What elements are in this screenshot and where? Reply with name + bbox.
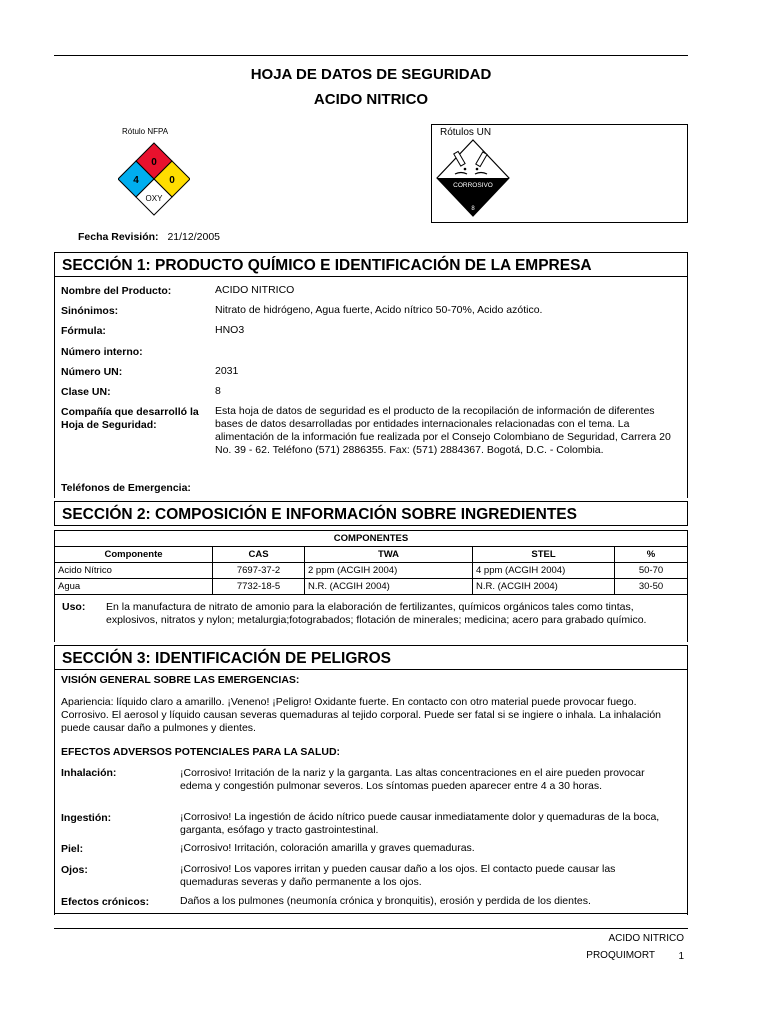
effect-label-skin: Piel:: [61, 843, 84, 855]
section3-title: SECCIÓN 3: IDENTIFICACIÓN DE PELIGROS: [54, 645, 688, 670]
placard-text: CORROSIVO: [453, 182, 493, 189]
section2-title: SECCIÓN 2: COMPOSICIÓN E INFORMACIÓN SOBRE INGREDIENTES: [54, 501, 688, 526]
nfpa-flammability-value: 0: [151, 157, 157, 168]
table-row: [55, 563, 688, 579]
nfpa-special-value: OXY: [145, 194, 163, 203]
effect-label-inhalation: Inhalación:: [61, 767, 117, 779]
section1-left-border: [54, 277, 55, 498]
effect-value-skin: ¡Corrosivo! Irritación, coloración amarilla y graves quemaduras.: [180, 842, 475, 854]
s1-label-formula: Fórmula:: [61, 325, 106, 337]
col-cas: CAS: [213, 547, 305, 563]
cell-percent: 30-50: [615, 579, 688, 595]
uso-label: Uso:: [62, 601, 86, 613]
effect-label-chronic: Efectos crónicos:: [61, 896, 150, 908]
s1-label-company: Compañía que desarrolló la Hoja de Seguridad:: [61, 406, 199, 431]
table-row: [55, 579, 688, 595]
nfpa-health-value: 4: [133, 175, 139, 186]
section3-right-border: [687, 670, 688, 915]
s1-label-un-number: Número UN:: [61, 366, 123, 378]
section3-left-border: [54, 670, 55, 915]
cell-cas: 7697-37-2: [213, 563, 305, 579]
revision-label: Fecha Revisión:: [78, 231, 159, 243]
s1-value-synonyms: Nitrato de hidrógeno, Agua fuerte, Acido nítrico 50-70%, Acido azótico.: [215, 304, 543, 316]
nfpa-reactivity-value: 0: [169, 175, 175, 186]
section3-bottom-rule: [54, 913, 688, 914]
components-table-title: COMPONENTES: [55, 531, 688, 547]
cell-twa: N.R. (ACGIH 2004): [305, 579, 473, 595]
footer-page-number: 1: [678, 951, 684, 962]
footer-rule: [54, 928, 688, 929]
effect-value-inhalation: ¡Corrosivo! Irritación de la nariz y la garganta. Las altas concentraciones en el aire pueden provocar edema y congestión pulmonar severos. Los síntomas pueden aparecer entre 4 a 30 horas.: [180, 767, 645, 792]
s1-value-un-class: 8: [215, 385, 221, 397]
s1-value-company: Esta hoja de datos de seguridad es el producto de la recopilación de información de diferentes bases de datos desarrolladas por entidades internacionales relacionadas con el tema. La alimentación de la información fue realizada por el Consejo Colombiano de Seguridad, Carrera 20 No. 39 - 62. Teléfono (571) 2886355. Fax: (571) 2884367. Bogotá, D.C. - Colombia.: [215, 405, 671, 456]
cell-component: Acido Nítrico: [55, 563, 213, 579]
un-labels-box: [431, 124, 688, 223]
col-component: Componente: [55, 547, 213, 563]
effect-value-chronic: Daños a los pulmones (neumonía crónica y bronquitis), erosión y perdida de los dientes.: [180, 895, 591, 907]
cell-component: Agua: [55, 579, 213, 595]
table-header-row: [55, 547, 688, 563]
page-subtitle: ACIDO NITRICO: [313, 91, 429, 108]
top-rule: [54, 55, 688, 56]
corrosive-placard-icon: [435, 138, 511, 218]
un-labels-label: Rótulos UN: [440, 127, 492, 138]
section2-right-border: [687, 594, 688, 642]
footer-product: ACIDO NITRICO: [608, 933, 684, 944]
cell-stel: N.R. (ACGIH 2004): [473, 579, 615, 595]
s1-value-formula: HNO3: [215, 324, 245, 336]
col-percent: %: [615, 547, 688, 563]
effect-value-eyes: ¡Corrosivo! Los vapores irritan y pueden causar daño a los ojos. El contacto puede causar las quemaduras severas y daño permanente a los ojos.: [180, 863, 616, 888]
page-title: HOJA DE DATOS DE SEGURIDAD: [250, 66, 492, 83]
placard-class: 8: [471, 206, 475, 212]
s1-label-synonyms: Sinónimos:: [61, 305, 119, 317]
s1-label-emergency-phones: Teléfonos de Emergencia:: [61, 482, 191, 494]
cell-twa: 2 ppm (ACGIH 2004): [305, 563, 473, 579]
s1-value-product: ACIDO NITRICO: [215, 284, 295, 296]
s1-value-un-number: 2031: [215, 365, 239, 377]
effect-value-ingestion: ¡Corrosivo! La ingestión de ácido nítrico puede causar inmediatamente dolor y quemaduras de la boca, garganta, esófago y tracto gastrointestinal.: [180, 811, 660, 836]
footer-company: PROQUIMORT: [586, 950, 655, 961]
nfpa-label: Rótulo NFPA: [122, 127, 169, 136]
effect-label-eyes: Ojos:: [61, 864, 88, 876]
effect-label-ingestion: Ingestión:: [61, 812, 112, 824]
cell-stel: 4 ppm (ACGIH 2004): [473, 563, 615, 579]
section2-left-border: [54, 594, 55, 642]
section1-right-border: [687, 277, 688, 498]
s1-label-un-class: Clase UN:: [61, 386, 111, 398]
overview-heading: VISIÓN GENERAL SOBRE LAS EMERGENCIAS:: [61, 674, 300, 686]
section1-title: SECCIÓN 1: PRODUCTO QUÍMICO E IDENTIFICACIÓN DE LA EMPRESA: [54, 252, 688, 277]
cell-cas: 7732-18-5: [213, 579, 305, 595]
uso-value: En la manufactura de nitrato de amonio para la elaboración de fertilizantes, químicos orgánicos tales como tintas, explosivos, nitratos y nylon; metalurgia;fotograbados; flotación de minerales; medicina; acero para grabado químico.: [106, 601, 647, 626]
nfpa-diamond: [118, 141, 190, 217]
components-table: [54, 530, 688, 595]
cell-percent: 50-70: [615, 563, 688, 579]
revision-row: [78, 231, 220, 243]
effects-heading: EFECTOS ADVERSOS POTENCIALES PARA LA SALUD:: [61, 746, 341, 758]
col-twa: TWA: [305, 547, 473, 563]
overview-text: Apariencia: líquido claro a amarillo. ¡Veneno! ¡Peligro! Oxidante fuerte. En contacto con otro material puede provocar fuego. Corrosivo. El aerosol y líquido causan severas quemaduras al tejido corporal. Puede ser fatal si se ingiere o inhala. La inhalación puede causar daño a pulmones y dientes.: [61, 696, 662, 734]
s1-label-internal-number: Número interno:: [61, 346, 143, 358]
s1-label-product: Nombre del Producto:: [61, 285, 172, 297]
revision-date: 21/12/2005: [167, 231, 221, 243]
col-stel: STEL: [473, 547, 615, 563]
